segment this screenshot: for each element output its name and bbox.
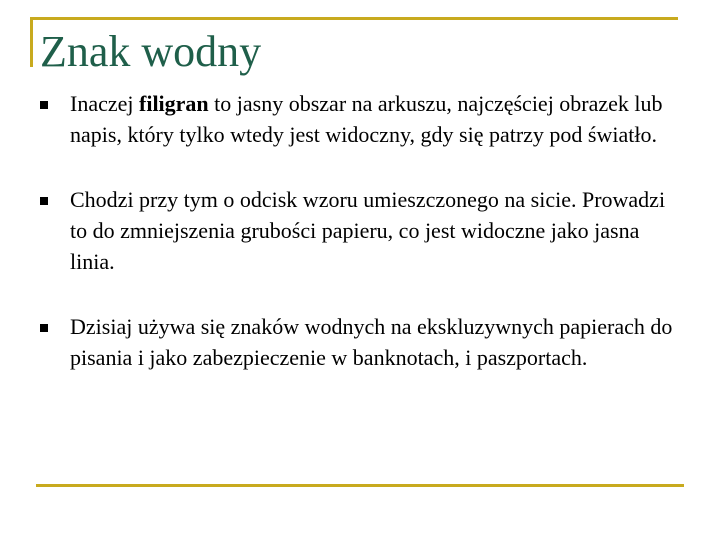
bullet-text-2: Chodzi przy tym o odcisk wzoru umieszczonego na sicie. Prowadzi to do zmniejszenia grubości papieru, co jest widoczne jako jasna linia. [70, 187, 666, 274]
square-bullet-icon [40, 197, 48, 205]
bullet-item-3 [40, 311, 680, 373]
bullet-keyword: filigran [139, 91, 209, 116]
left-rule [30, 17, 33, 67]
square-bullet-icon [40, 324, 48, 332]
bottom-rule [36, 484, 684, 487]
bullet-text-1-end: to jasny obszar na arkuszu, najczęściej obrazek lub napis, który tylko wtedy jest widoczny, gdy się patrzy pod światło. [70, 91, 663, 147]
slide-title: Znak wodny [40, 27, 262, 76]
top-rule [30, 17, 678, 20]
bullet-item-2 [40, 184, 680, 277]
bullet-text-3: Dzisiaj używa się znaków wodnych na ekskluzywnych papierach do pisania i jako zabezpieczenie w banknotach, i paszportach. [70, 314, 673, 370]
bullet-text-1-start: Inaczej [70, 91, 139, 116]
square-bullet-icon [40, 101, 48, 109]
bullet-list [40, 88, 680, 407]
bullet-item-1 [40, 88, 680, 150]
